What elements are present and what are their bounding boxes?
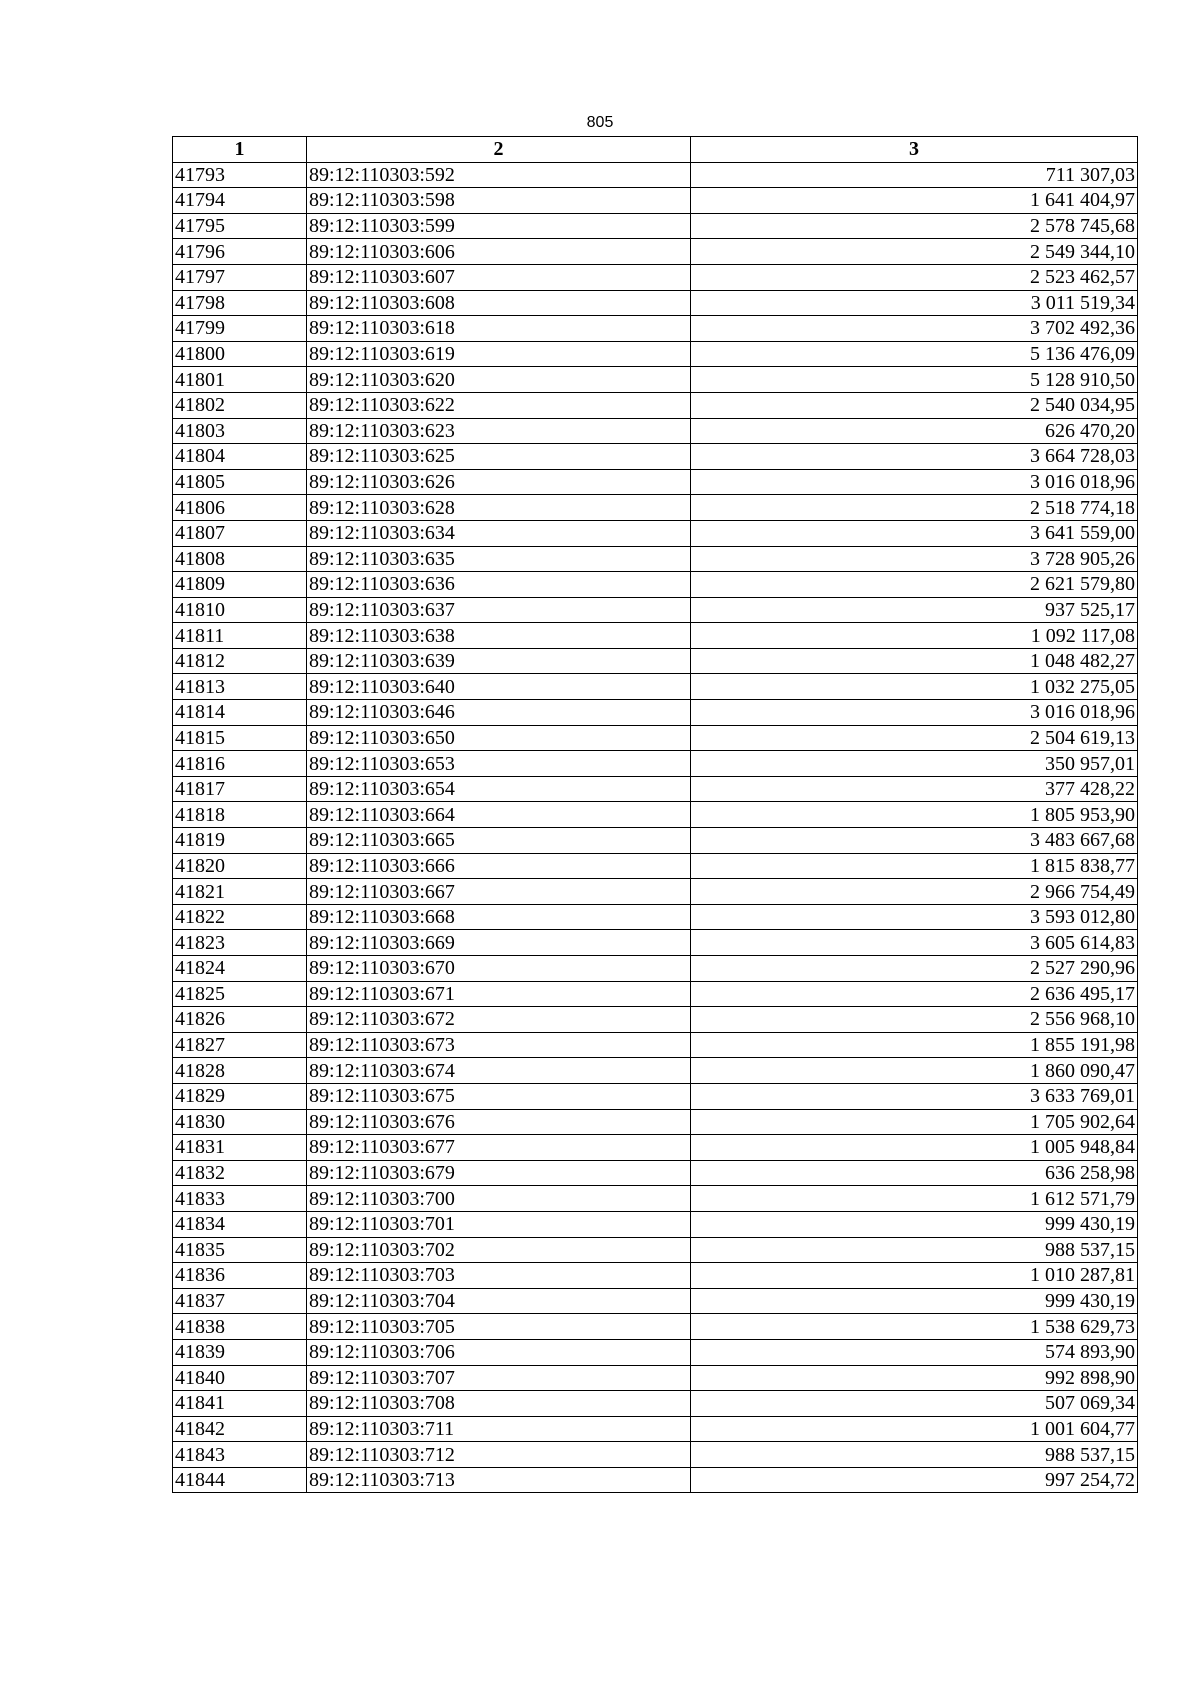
- cadastral-number-cell: 89:12:110303:666: [307, 853, 691, 879]
- table-row: [173, 802, 1138, 828]
- row-number-cell: 41817: [173, 776, 307, 802]
- table-row: [173, 444, 1138, 470]
- cadastral-number-cell: 89:12:110303:623: [307, 418, 691, 444]
- cadastral-number-cell: 89:12:110303:668: [307, 904, 691, 930]
- cadastral-number-cell: 89:12:110303:628: [307, 495, 691, 521]
- cadastral-number-cell: 89:12:110303:639: [307, 648, 691, 674]
- table-row: [173, 495, 1138, 521]
- table-row: [173, 674, 1138, 700]
- cadastral-number-cell: 89:12:110303:679: [307, 1160, 691, 1186]
- row-number-cell: 41819: [173, 828, 307, 854]
- row-number-cell: 41826: [173, 1007, 307, 1033]
- table-row: [173, 1211, 1138, 1237]
- cadastral-value-cell: 1 092 117,08: [691, 623, 1138, 649]
- cadastral-value-cell: 3 483 667,68: [691, 828, 1138, 854]
- table-row: [173, 1314, 1138, 1340]
- row-number-cell: 41794: [173, 188, 307, 214]
- table-row: [173, 1416, 1138, 1442]
- cadastral-number-cell: 89:12:110303:703: [307, 1263, 691, 1289]
- table-row: [173, 392, 1138, 418]
- cadastral-value-cell: 2 578 745,68: [691, 213, 1138, 239]
- cadastral-number-cell: 89:12:110303:606: [307, 239, 691, 265]
- row-number-cell: 41820: [173, 853, 307, 879]
- row-number-cell: 41806: [173, 495, 307, 521]
- cadastral-value-cell: 999 430,19: [691, 1211, 1138, 1237]
- row-number-cell: 41805: [173, 469, 307, 495]
- cadastral-number-cell: 89:12:110303:707: [307, 1365, 691, 1391]
- cadastral-number-cell: 89:12:110303:646: [307, 700, 691, 726]
- row-number-cell: 41808: [173, 546, 307, 572]
- cadastral-value-cell: 507 069,34: [691, 1391, 1138, 1417]
- cadastral-value-cell: 5 128 910,50: [691, 367, 1138, 393]
- cadastral-value-cell: 999 430,19: [691, 1288, 1138, 1314]
- cadastral-value-cell: 3 593 012,80: [691, 904, 1138, 930]
- cadastral-number-cell: 89:12:110303:626: [307, 469, 691, 495]
- cadastral-value-cell: 377 428,22: [691, 776, 1138, 802]
- table-row: [173, 597, 1138, 623]
- table-row: [173, 1365, 1138, 1391]
- table-row: [173, 751, 1138, 777]
- row-number-cell: 41815: [173, 725, 307, 751]
- row-number-cell: 41807: [173, 520, 307, 546]
- table-row: [173, 1263, 1138, 1289]
- cadastral-value-cell: 2 556 968,10: [691, 1007, 1138, 1033]
- cadastral-value-cell: 1 705 902,64: [691, 1109, 1138, 1135]
- cadastral-value-cell: 1 005 948,84: [691, 1135, 1138, 1161]
- table-row: [173, 623, 1138, 649]
- cadastral-value-cell: 1 855 191,98: [691, 1032, 1138, 1058]
- cadastral-number-cell: 89:12:110303:665: [307, 828, 691, 854]
- cadastral-number-cell: 89:12:110303:673: [307, 1032, 691, 1058]
- cadastral-value-cell: 1 641 404,97: [691, 188, 1138, 214]
- cadastral-number-cell: 89:12:110303:638: [307, 623, 691, 649]
- row-number-cell: 41801: [173, 367, 307, 393]
- row-number-cell: 41830: [173, 1109, 307, 1135]
- row-number-cell: 41799: [173, 316, 307, 342]
- table-row: [173, 1442, 1138, 1468]
- row-number-cell: 41841: [173, 1391, 307, 1417]
- table-row: [173, 930, 1138, 956]
- cadastral-number-cell: 89:12:110303:650: [307, 725, 691, 751]
- row-number-cell: 41822: [173, 904, 307, 930]
- row-number-cell: 41823: [173, 930, 307, 956]
- table-row: [173, 1186, 1138, 1212]
- cadastral-number-cell: 89:12:110303:622: [307, 392, 691, 418]
- table-row: [173, 853, 1138, 879]
- table-row: [173, 520, 1138, 546]
- table-row: [173, 290, 1138, 316]
- row-number-cell: 41825: [173, 981, 307, 1007]
- row-number-cell: 41810: [173, 597, 307, 623]
- cadastral-value-cell: 3 011 519,34: [691, 290, 1138, 316]
- cadastral-number-cell: 89:12:110303:701: [307, 1211, 691, 1237]
- row-number-cell: 41803: [173, 418, 307, 444]
- cadastral-number-cell: 89:12:110303:607: [307, 264, 691, 290]
- table-row: [173, 418, 1138, 444]
- cadastral-value-cell: 1 010 287,81: [691, 1263, 1138, 1289]
- table-row: [173, 469, 1138, 495]
- row-number-cell: 41835: [173, 1237, 307, 1263]
- row-number-cell: 41812: [173, 648, 307, 674]
- cadastral-value-cell: 626 470,20: [691, 418, 1138, 444]
- row-number-cell: 41844: [173, 1467, 307, 1493]
- cadastral-value-cell: 988 537,15: [691, 1442, 1138, 1468]
- cadastral-value-cell: 1 032 275,05: [691, 674, 1138, 700]
- row-number-cell: 41832: [173, 1160, 307, 1186]
- row-number-cell: 41809: [173, 572, 307, 598]
- table-row: [173, 1160, 1138, 1186]
- cadastral-value-cell: 350 957,01: [691, 751, 1138, 777]
- cadastral-value-cell: 2 540 034,95: [691, 392, 1138, 418]
- cadastral-value-cell: 2 523 462,57: [691, 264, 1138, 290]
- cadastral-value-cell: 5 136 476,09: [691, 341, 1138, 367]
- row-number-cell: 41821: [173, 879, 307, 905]
- column-header-value: 3: [691, 137, 1138, 163]
- cadastral-number-cell: 89:12:110303:713: [307, 1467, 691, 1493]
- table-row: [173, 879, 1138, 905]
- cadastral-number-cell: 89:12:110303:669: [307, 930, 691, 956]
- table-row: [173, 1083, 1138, 1109]
- table-row: [173, 572, 1138, 598]
- cadastral-number-cell: 89:12:110303:675: [307, 1083, 691, 1109]
- table-row: [173, 725, 1138, 751]
- cadastral-value-cell: 1 815 838,77: [691, 853, 1138, 879]
- row-number-cell: 41836: [173, 1263, 307, 1289]
- cadastral-value-cell: 1 805 953,90: [691, 802, 1138, 828]
- cadastral-number-cell: 89:12:110303:664: [307, 802, 691, 828]
- cadastral-value-cell: 2 504 619,13: [691, 725, 1138, 751]
- page-number: 805: [586, 114, 614, 131]
- row-number-cell: 41833: [173, 1186, 307, 1212]
- cadastral-value-cell: 636 258,98: [691, 1160, 1138, 1186]
- cadastral-value-cell: 937 525,17: [691, 597, 1138, 623]
- cadastral-value-cell: 3 605 614,83: [691, 930, 1138, 956]
- cadastral-value-cell: 1 538 629,73: [691, 1314, 1138, 1340]
- row-number-cell: 41827: [173, 1032, 307, 1058]
- cadastral-value-table: [172, 136, 1138, 1493]
- cadastral-number-cell: 89:12:110303:702: [307, 1237, 691, 1263]
- column-header-number: 1: [173, 137, 307, 163]
- row-number-cell: 41796: [173, 239, 307, 265]
- cadastral-number-cell: 89:12:110303:677: [307, 1135, 691, 1161]
- table-row: [173, 1007, 1138, 1033]
- cadastral-number-cell: 89:12:110303:619: [307, 341, 691, 367]
- cadastral-value-cell: 1 612 571,79: [691, 1186, 1138, 1212]
- table-row: [173, 162, 1138, 188]
- cadastral-number-cell: 89:12:110303:671: [307, 981, 691, 1007]
- table-row: [173, 956, 1138, 982]
- cadastral-value-cell: 1 048 482,27: [691, 648, 1138, 674]
- table-row: [173, 1135, 1138, 1161]
- table-row: [173, 700, 1138, 726]
- table-header-row: [173, 137, 1138, 163]
- cadastral-number-cell: 89:12:110303:704: [307, 1288, 691, 1314]
- cadastral-number-cell: 89:12:110303:654: [307, 776, 691, 802]
- cadastral-number-cell: 89:12:110303:618: [307, 316, 691, 342]
- cadastral-value-cell: 2 636 495,17: [691, 981, 1138, 1007]
- table-row: [173, 904, 1138, 930]
- cadastral-number-cell: 89:12:110303:711: [307, 1416, 691, 1442]
- table-row: [173, 1288, 1138, 1314]
- row-number-cell: 41800: [173, 341, 307, 367]
- row-number-cell: 41837: [173, 1288, 307, 1314]
- cadastral-number-cell: 89:12:110303:635: [307, 546, 691, 572]
- row-number-cell: 41842: [173, 1416, 307, 1442]
- table-row: [173, 316, 1138, 342]
- table-row: [173, 1237, 1138, 1263]
- row-number-cell: 41829: [173, 1083, 307, 1109]
- cadastral-number-cell: 89:12:110303:700: [307, 1186, 691, 1212]
- cadastral-number-cell: 89:12:110303:599: [307, 213, 691, 239]
- cadastral-value-cell: 2 621 579,80: [691, 572, 1138, 598]
- cadastral-number-cell: 89:12:110303:636: [307, 572, 691, 598]
- cadastral-number-cell: 89:12:110303:637: [307, 597, 691, 623]
- cadastral-value-cell: 3 702 492,36: [691, 316, 1138, 342]
- table-row: [173, 828, 1138, 854]
- cadastral-number-cell: 89:12:110303:620: [307, 367, 691, 393]
- table-row: [173, 239, 1138, 265]
- table-row: [173, 1467, 1138, 1493]
- row-number-cell: 41816: [173, 751, 307, 777]
- cadastral-number-cell: 89:12:110303:608: [307, 290, 691, 316]
- row-number-cell: 41802: [173, 392, 307, 418]
- row-number-cell: 41828: [173, 1058, 307, 1084]
- cadastral-value-cell: 2 518 774,18: [691, 495, 1138, 521]
- cadastral-number-cell: 89:12:110303:625: [307, 444, 691, 470]
- table-row: [173, 1058, 1138, 1084]
- row-number-cell: 41839: [173, 1339, 307, 1365]
- table-row: [173, 648, 1138, 674]
- row-number-cell: 41793: [173, 162, 307, 188]
- cadastral-value-cell: 3 728 905,26: [691, 546, 1138, 572]
- cadastral-number-cell: 89:12:110303:592: [307, 162, 691, 188]
- cadastral-value-cell: 992 898,90: [691, 1365, 1138, 1391]
- cadastral-number-cell: 89:12:110303:653: [307, 751, 691, 777]
- table-row: [173, 367, 1138, 393]
- table-row: [173, 546, 1138, 572]
- cadastral-value-cell: 574 893,90: [691, 1339, 1138, 1365]
- row-number-cell: 41838: [173, 1314, 307, 1340]
- table-body: [173, 162, 1138, 1493]
- table-row: [173, 1109, 1138, 1135]
- cadastral-number-cell: 89:12:110303:670: [307, 956, 691, 982]
- table-row: [173, 1032, 1138, 1058]
- row-number-cell: 41798: [173, 290, 307, 316]
- row-number-cell: 41814: [173, 700, 307, 726]
- row-number-cell: 41804: [173, 444, 307, 470]
- cadastral-value-cell: 1 001 604,77: [691, 1416, 1138, 1442]
- cadastral-value-cell: 3 016 018,96: [691, 700, 1138, 726]
- cadastral-value-cell: 2 527 290,96: [691, 956, 1138, 982]
- row-number-cell: 41811: [173, 623, 307, 649]
- table-row: [173, 776, 1138, 802]
- row-number-cell: 41834: [173, 1211, 307, 1237]
- cadastral-number-cell: 89:12:110303:598: [307, 188, 691, 214]
- cadastral-value-cell: 988 537,15: [691, 1237, 1138, 1263]
- row-number-cell: 41797: [173, 264, 307, 290]
- cadastral-value-cell: 711 307,03: [691, 162, 1138, 188]
- cadastral-value-cell: 2 549 344,10: [691, 239, 1138, 265]
- cadastral-value-cell: 3 664 728,03: [691, 444, 1138, 470]
- cadastral-number-cell: 89:12:110303:705: [307, 1314, 691, 1340]
- row-number-cell: 41824: [173, 956, 307, 982]
- cadastral-number-cell: 89:12:110303:672: [307, 1007, 691, 1033]
- table-row: [173, 981, 1138, 1007]
- cadastral-number-cell: 89:12:110303:712: [307, 1442, 691, 1468]
- row-number-cell: 41831: [173, 1135, 307, 1161]
- row-number-cell: 41813: [173, 674, 307, 700]
- column-header-cadastral-number: 2: [307, 137, 691, 163]
- cadastral-value-cell: 3 016 018,96: [691, 469, 1138, 495]
- cadastral-number-cell: 89:12:110303:676: [307, 1109, 691, 1135]
- table-row: [173, 1339, 1138, 1365]
- row-number-cell: 41795: [173, 213, 307, 239]
- cadastral-number-cell: 89:12:110303:706: [307, 1339, 691, 1365]
- row-number-cell: 41840: [173, 1365, 307, 1391]
- table-row: [173, 264, 1138, 290]
- row-number-cell: 41818: [173, 802, 307, 828]
- row-number-cell: 41843: [173, 1442, 307, 1468]
- cadastral-value-cell: 2 966 754,49: [691, 879, 1138, 905]
- cadastral-number-cell: 89:12:110303:667: [307, 879, 691, 905]
- cadastral-number-cell: 89:12:110303:674: [307, 1058, 691, 1084]
- table-row: [173, 188, 1138, 214]
- cadastral-value-cell: 1 860 090,47: [691, 1058, 1138, 1084]
- table-row: [173, 213, 1138, 239]
- cadastral-value-cell: 997 254,72: [691, 1467, 1138, 1493]
- table-row: [173, 341, 1138, 367]
- cadastral-number-cell: 89:12:110303:708: [307, 1391, 691, 1417]
- table-row: [173, 1391, 1138, 1417]
- cadastral-number-cell: 89:12:110303:634: [307, 520, 691, 546]
- cadastral-value-cell: 3 633 769,01: [691, 1083, 1138, 1109]
- cadastral-number-cell: 89:12:110303:640: [307, 674, 691, 700]
- cadastral-value-cell: 3 641 559,00: [691, 520, 1138, 546]
